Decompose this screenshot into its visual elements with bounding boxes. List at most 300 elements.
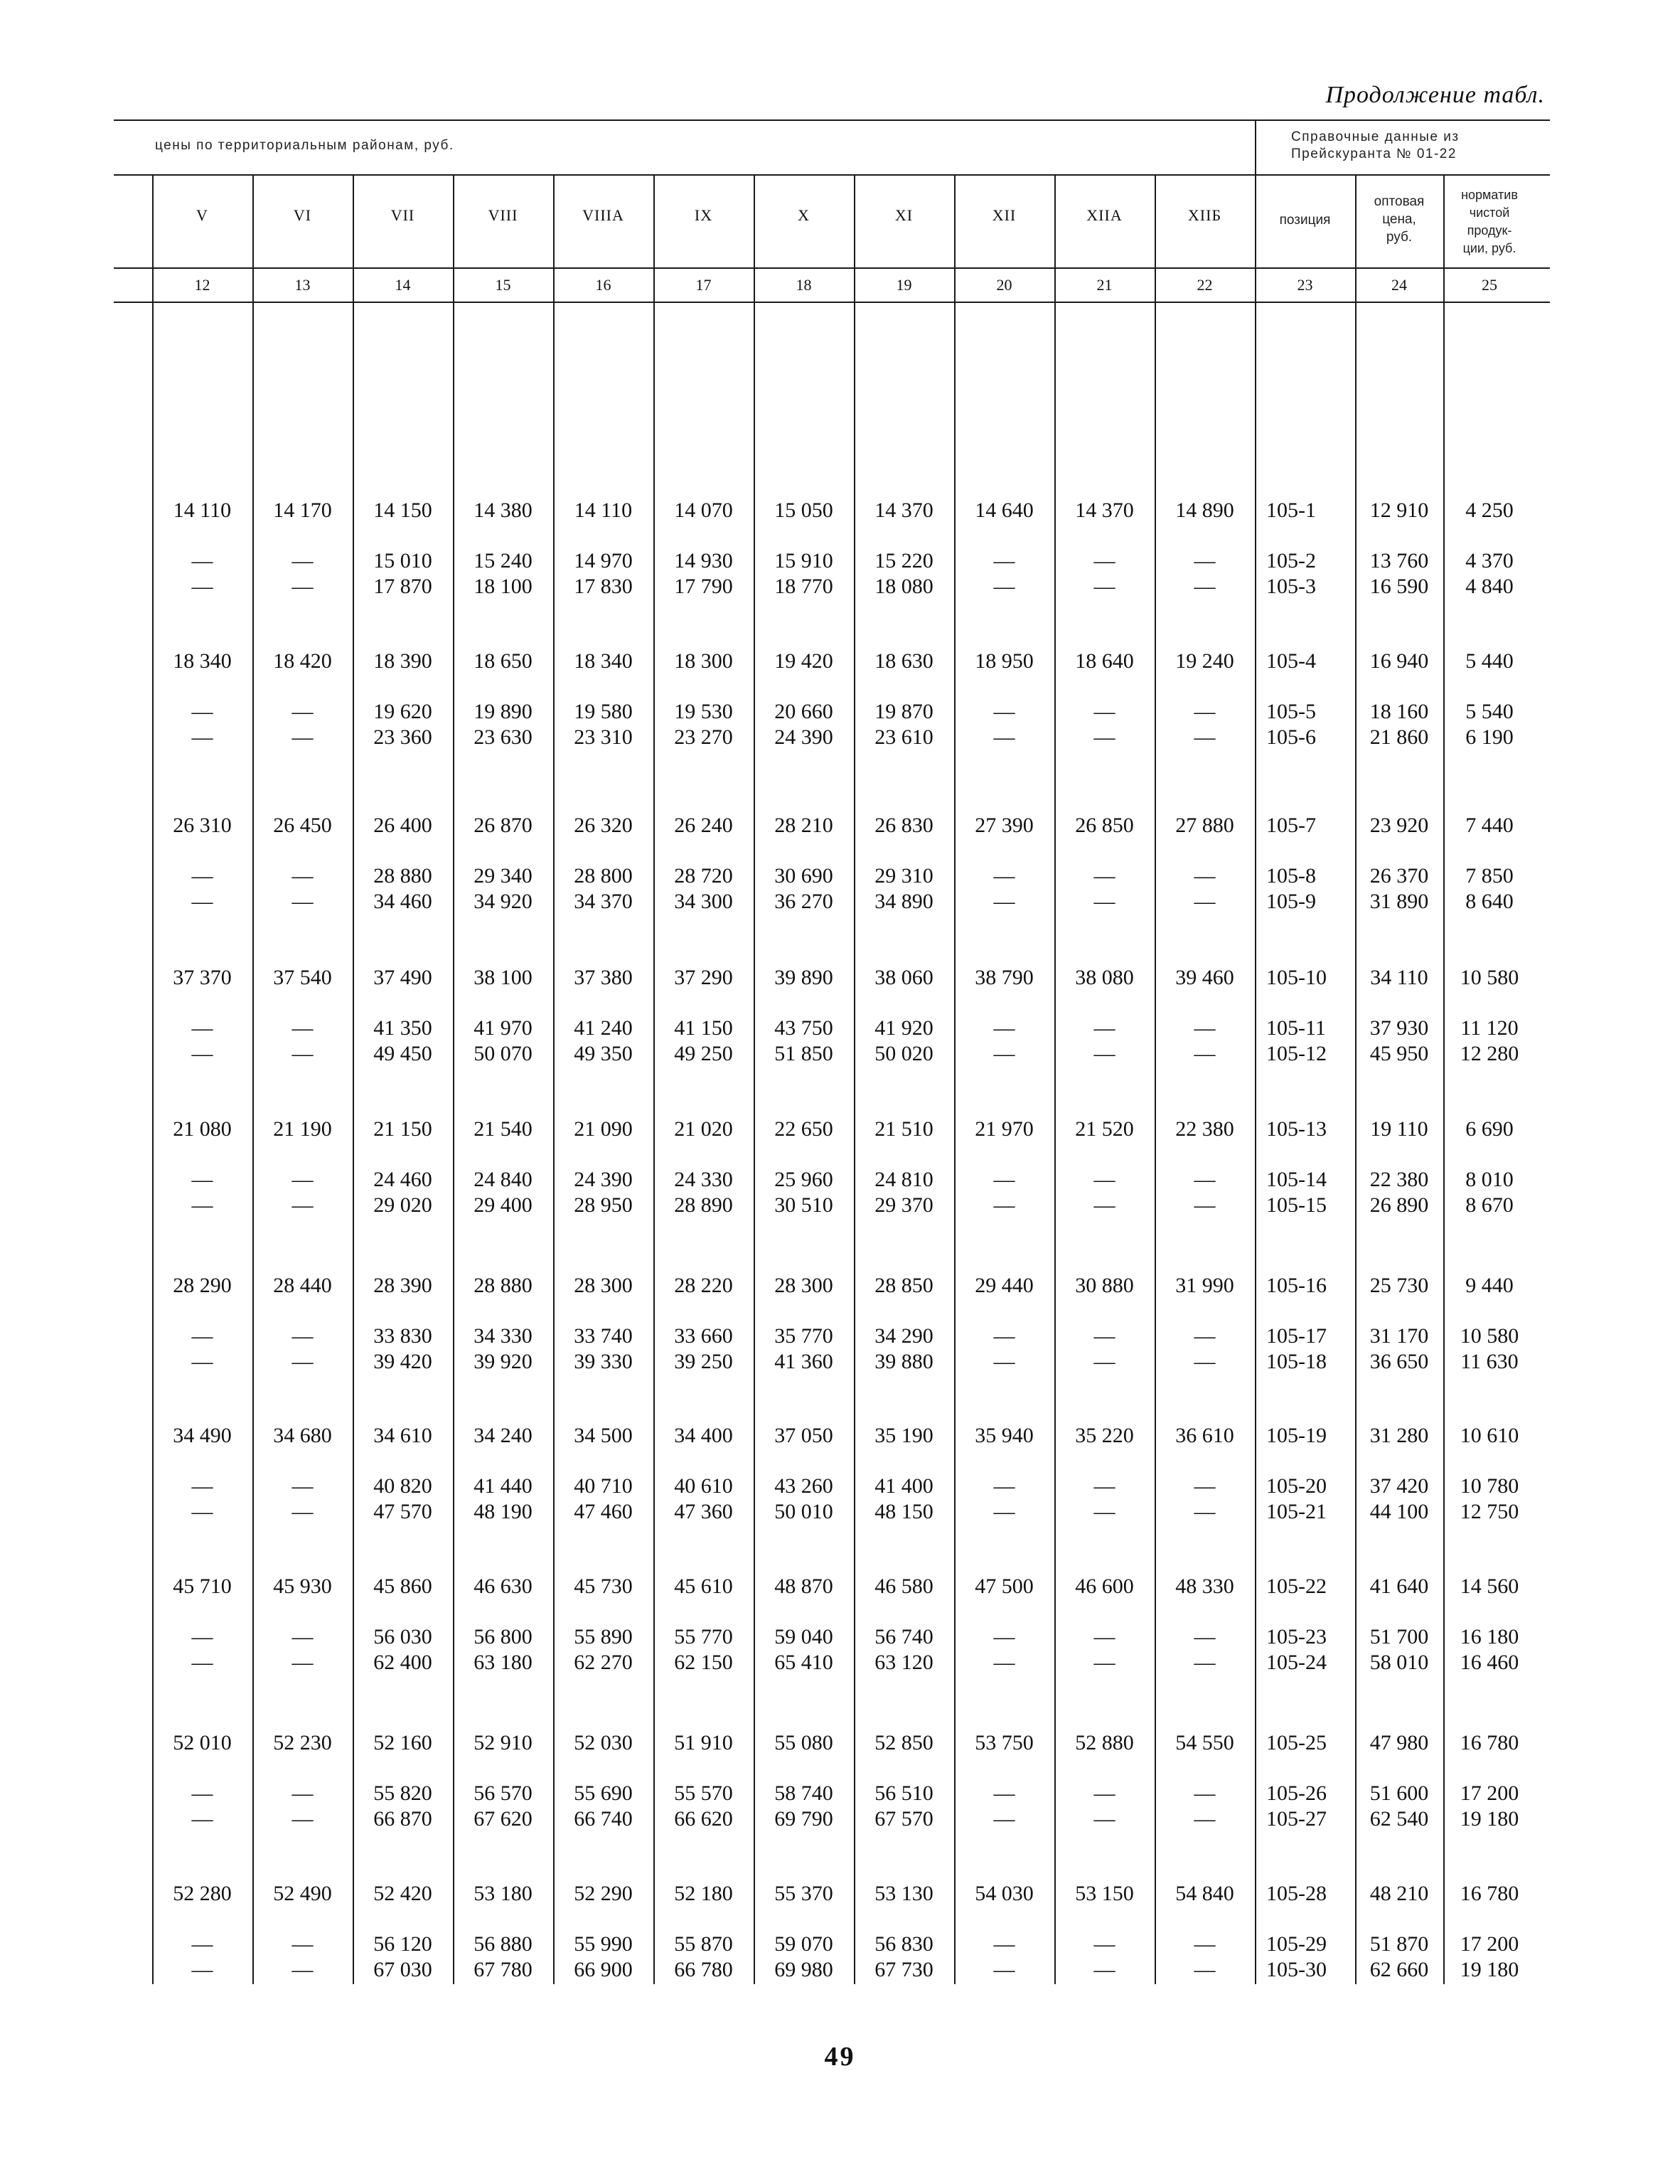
price-cell: 10 580	[1460, 966, 1519, 989]
price-cell: 6 690	[1465, 1117, 1514, 1141]
price-cell: 50 020	[874, 1042, 933, 1065]
price-cell: 38 100	[473, 966, 533, 989]
price-cell: 34 330	[473, 1324, 533, 1348]
position-code: 105-26	[1266, 1781, 1327, 1805]
empty-price-dash: —	[1194, 1042, 1216, 1065]
empty-price-dash: —	[1194, 864, 1216, 888]
empty-price-dash: —	[1093, 1932, 1115, 1956]
price-cell: 16 180	[1460, 1625, 1519, 1648]
empty-price-dash: —	[291, 1781, 314, 1805]
empty-price-dash: —	[993, 1807, 1015, 1831]
price-cell: 37 050	[774, 1424, 833, 1447]
price-cell: 41 440	[473, 1474, 533, 1498]
price-cell: 7 440	[1465, 814, 1514, 837]
price-cell: 52 880	[1075, 1731, 1134, 1754]
price-cell: 47 980	[1369, 1731, 1429, 1754]
price-cell: 18 340	[574, 649, 633, 673]
column-divider	[252, 174, 254, 1984]
price-cell: 8 010	[1465, 1168, 1514, 1191]
column-divider	[553, 174, 555, 1984]
empty-price-dash: —	[1093, 1016, 1115, 1040]
empty-price-dash: —	[993, 1500, 1015, 1523]
header-position: позиция	[1279, 213, 1331, 228]
empty-price-dash: —	[1194, 700, 1216, 723]
price-cell: 37 290	[674, 966, 733, 989]
empty-price-dash: —	[1093, 725, 1115, 749]
price-cell: 17 870	[373, 575, 432, 598]
price-cell: 40 710	[574, 1474, 633, 1498]
price-cell: 13 760	[1369, 549, 1429, 572]
empty-price-dash: —	[291, 700, 314, 723]
price-cell: 48 150	[874, 1500, 933, 1523]
price-cell: 40 820	[373, 1474, 432, 1498]
price-cell: 41 150	[674, 1016, 733, 1040]
price-cell: 62 270	[574, 1651, 633, 1674]
price-cell: 19 530	[674, 700, 733, 723]
position-code: 105-25	[1266, 1731, 1327, 1754]
price-cell: 56 880	[473, 1932, 533, 1956]
price-cell: 67 030	[373, 1958, 432, 1981]
price-cell: 22 380	[1175, 1117, 1234, 1141]
position-code: 105-5	[1266, 700, 1316, 723]
empty-price-dash: —	[191, 700, 213, 723]
price-cell: 19 890	[473, 700, 533, 723]
price-cell: 34 300	[674, 890, 733, 913]
empty-price-dash: —	[1093, 1807, 1115, 1831]
empty-price-dash: —	[1194, 549, 1216, 572]
empty-price-dash: —	[1093, 1625, 1115, 1648]
position-code: 105-18	[1266, 1350, 1327, 1373]
price-cell: 53 150	[1075, 1882, 1134, 1905]
price-cell: 15 910	[774, 549, 833, 572]
empty-price-dash: —	[291, 1807, 314, 1831]
price-cell: 38 790	[975, 966, 1034, 989]
empty-price-dash: —	[993, 1625, 1015, 1648]
column-divider	[1054, 174, 1056, 1984]
empty-price-dash: —	[993, 1168, 1015, 1191]
empty-price-dash: —	[1093, 1193, 1115, 1217]
price-cell: 55 770	[674, 1625, 733, 1648]
price-cell: 52 230	[273, 1731, 332, 1754]
price-cell: 18 950	[975, 649, 1034, 673]
price-cell: 14 370	[1075, 499, 1134, 522]
price-cell: 26 370	[1369, 864, 1429, 888]
price-cell: 26 830	[874, 814, 933, 837]
price-cell: 21 970	[975, 1117, 1034, 1141]
empty-price-dash: —	[1093, 1042, 1115, 1065]
price-cell: 21 540	[473, 1117, 533, 1141]
price-cell: 63 180	[473, 1651, 533, 1674]
header-net-product-norm: чистой	[1469, 206, 1510, 220]
empty-price-dash: —	[993, 700, 1015, 723]
price-cell: 38 060	[874, 966, 933, 989]
price-cell: 17 200	[1460, 1781, 1519, 1805]
price-cell: 56 830	[874, 1932, 933, 1956]
price-cell: 37 930	[1369, 1016, 1429, 1040]
price-cell: 16 780	[1460, 1731, 1519, 1754]
empty-price-dash: —	[1194, 1168, 1216, 1191]
empty-price-dash: —	[1093, 549, 1115, 572]
position-code: 105-12	[1266, 1042, 1327, 1065]
price-cell: 28 880	[473, 1274, 533, 1297]
price-cell: 23 630	[473, 725, 533, 749]
price-cell: 25 960	[774, 1168, 833, 1191]
header-wholesale-price: цена,	[1382, 212, 1416, 227]
price-cell: 56 570	[473, 1781, 533, 1805]
price-cell: 31 890	[1369, 890, 1429, 913]
column-number: 13	[294, 276, 311, 294]
empty-price-dash: —	[291, 1193, 314, 1217]
position-code: 105-11	[1266, 1016, 1326, 1040]
price-cell: 66 870	[373, 1807, 432, 1831]
price-cell: 56 120	[373, 1932, 432, 1956]
position-code: 105-15	[1266, 1193, 1327, 1217]
price-cell: 41 640	[1369, 1575, 1429, 1598]
empty-price-dash: —	[291, 1932, 314, 1956]
price-cell: 37 420	[1369, 1474, 1429, 1498]
empty-price-dash: —	[993, 549, 1015, 572]
empty-price-dash: —	[291, 1651, 314, 1674]
empty-price-dash: —	[191, 1042, 213, 1065]
price-cell: 67 570	[874, 1807, 933, 1831]
price-cell: 10 610	[1460, 1424, 1519, 1447]
header-net-product-norm: норматив	[1461, 188, 1518, 202]
price-cell: 51 870	[1369, 1932, 1429, 1956]
price-cell: 21 190	[273, 1117, 332, 1141]
price-cell: 24 390	[774, 725, 833, 749]
empty-price-dash: —	[191, 1474, 213, 1498]
position-code: 105-21	[1266, 1500, 1327, 1523]
price-cell: 37 540	[273, 966, 332, 989]
price-cell: 36 650	[1369, 1350, 1429, 1373]
price-cell: 24 390	[574, 1168, 633, 1191]
price-cell: 16 460	[1460, 1651, 1519, 1674]
price-cell: 26 310	[173, 814, 232, 837]
position-code: 105-9	[1266, 890, 1316, 913]
price-cell: 45 710	[173, 1575, 232, 1598]
price-cell: 50 010	[774, 1500, 833, 1523]
price-cell: 34 290	[874, 1324, 933, 1348]
column-divider	[653, 174, 655, 1984]
price-cell: 51 600	[1369, 1781, 1429, 1805]
price-cell: 67 730	[874, 1958, 933, 1981]
price-cell: 15 240	[473, 549, 533, 572]
price-cell: 41 360	[774, 1350, 833, 1373]
empty-price-dash: —	[993, 1474, 1015, 1498]
column-number: 20	[996, 276, 1012, 294]
price-cell: 18 340	[173, 649, 232, 673]
price-cell: 55 890	[574, 1625, 633, 1648]
price-cell: 52 280	[173, 1882, 232, 1905]
price-cell: 45 610	[674, 1575, 733, 1598]
price-cell: 29 340	[473, 864, 533, 888]
empty-price-dash: —	[291, 1500, 314, 1523]
column-header-roman: VIII	[488, 206, 518, 224]
empty-price-dash: —	[291, 1042, 314, 1065]
empty-price-dash: —	[1194, 1193, 1216, 1217]
price-cell: 28 300	[774, 1274, 833, 1297]
price-cell: 35 940	[975, 1424, 1034, 1447]
empty-price-dash: —	[1093, 890, 1115, 913]
price-cell: 53 130	[874, 1882, 933, 1905]
price-cell: 58 010	[1369, 1651, 1429, 1674]
empty-price-dash: —	[993, 1932, 1015, 1956]
empty-price-dash: —	[291, 725, 314, 749]
empty-price-dash: —	[1093, 1781, 1115, 1805]
price-cell: 15 050	[774, 499, 833, 522]
column-divider	[1355, 174, 1357, 1984]
column-divider	[353, 174, 354, 1984]
price-cell: 12 910	[1369, 499, 1429, 522]
price-cell: 51 850	[774, 1042, 833, 1065]
empty-price-dash: —	[1194, 1324, 1216, 1348]
price-cell: 28 390	[373, 1274, 432, 1297]
price-cell: 10 580	[1460, 1324, 1519, 1348]
column-header-roman: IX	[694, 206, 713, 224]
position-code: 105-2	[1266, 549, 1316, 572]
price-cell: 26 450	[273, 814, 332, 837]
price-cell: 14 640	[975, 499, 1034, 522]
price-cell: 39 460	[1175, 966, 1234, 989]
price-cell: 35 220	[1075, 1424, 1134, 1447]
price-cell: 56 740	[874, 1625, 933, 1648]
price-cell: 59 040	[774, 1625, 833, 1648]
column-divider	[152, 174, 154, 1984]
empty-price-dash: —	[191, 1932, 213, 1956]
price-cell: 56 030	[373, 1625, 432, 1648]
price-cell: 28 300	[574, 1274, 633, 1297]
price-cell: 35 190	[874, 1424, 933, 1447]
column-number: 14	[395, 276, 411, 294]
price-cell: 19 580	[574, 700, 633, 723]
price-cell: 16 590	[1369, 575, 1429, 598]
price-cell: 34 680	[273, 1424, 332, 1447]
column-header-roman: XIIA	[1086, 206, 1123, 224]
price-cell: 20 660	[774, 700, 833, 723]
price-cell: 24 810	[874, 1168, 933, 1191]
empty-price-dash: —	[1194, 1781, 1216, 1805]
price-cell: 39 920	[473, 1350, 533, 1373]
price-cell: 29 370	[874, 1193, 933, 1217]
position-code: 105-3	[1266, 575, 1316, 598]
price-cell: 63 120	[874, 1651, 933, 1674]
empty-price-dash: —	[291, 1016, 314, 1040]
price-cell: 66 780	[674, 1958, 733, 1981]
price-cell: 19 180	[1460, 1807, 1519, 1831]
price-cell: 33 660	[674, 1324, 733, 1348]
price-cell: 39 330	[574, 1350, 633, 1373]
price-cell: 55 820	[373, 1781, 432, 1805]
price-cell: 25 730	[1369, 1274, 1429, 1297]
price-cell: 26 400	[373, 814, 432, 837]
price-cell: 15 220	[874, 549, 933, 572]
price-cell: 23 270	[674, 725, 733, 749]
price-cell: 34 500	[574, 1424, 633, 1447]
position-code: 105-16	[1266, 1274, 1327, 1297]
price-cell: 29 400	[473, 1193, 533, 1217]
price-cell: 45 860	[373, 1575, 432, 1598]
price-cell: 49 250	[674, 1042, 733, 1065]
price-cell: 14 110	[173, 499, 232, 522]
empty-price-dash: —	[1194, 1016, 1216, 1040]
price-cell: 34 920	[473, 890, 533, 913]
position-code: 105-1	[1266, 499, 1316, 522]
empty-price-dash: —	[291, 1474, 314, 1498]
empty-price-dash: —	[191, 725, 213, 749]
price-cell: 22 650	[774, 1117, 833, 1141]
price-cell: 47 460	[574, 1500, 633, 1523]
price-cell: 67 780	[473, 1958, 533, 1981]
empty-price-dash: —	[993, 1350, 1015, 1373]
position-code: 105-8	[1266, 864, 1316, 888]
price-cell: 54 840	[1175, 1882, 1234, 1905]
price-cell: 34 110	[1370, 966, 1428, 989]
empty-price-dash: —	[993, 1781, 1015, 1805]
column-divider	[854, 174, 855, 1984]
price-cell: 52 490	[273, 1882, 332, 1905]
price-cell: 30 510	[774, 1193, 833, 1217]
reference-group-title-1: Справочные данные из	[1291, 129, 1460, 144]
price-cell: 26 240	[674, 814, 733, 837]
price-cell: 66 620	[674, 1807, 733, 1831]
price-cell: 18 100	[473, 575, 533, 598]
price-cell: 55 870	[674, 1932, 733, 1956]
price-cell: 6 190	[1465, 725, 1514, 749]
price-cell: 5 440	[1465, 649, 1514, 673]
price-cell: 11 120	[1460, 1016, 1519, 1040]
position-code: 105-27	[1266, 1807, 1327, 1831]
column-number: 16	[595, 276, 611, 294]
empty-price-dash: —	[1194, 890, 1216, 913]
price-cell: 49 350	[574, 1042, 633, 1065]
price-cell: 65 410	[774, 1651, 833, 1674]
price-cell: 21 860	[1369, 725, 1429, 749]
position-code: 105-6	[1266, 725, 1316, 749]
price-cell: 23 920	[1369, 814, 1429, 837]
position-code: 105-4	[1266, 649, 1316, 673]
empty-price-dash: —	[291, 575, 314, 598]
header-net-product-norm: продук-	[1467, 223, 1512, 238]
price-cell: 48 210	[1369, 1882, 1429, 1905]
price-cell: 28 290	[173, 1274, 232, 1297]
column-divider	[754, 174, 755, 1984]
column-divider	[1443, 174, 1445, 1984]
empty-price-dash: —	[993, 1651, 1015, 1674]
price-cell: 14 560	[1460, 1575, 1519, 1598]
price-cell: 18 160	[1369, 700, 1429, 723]
price-cell: 8 640	[1465, 890, 1514, 913]
column-divider	[954, 174, 956, 1984]
empty-price-dash: —	[993, 725, 1015, 749]
price-cell: 41 400	[874, 1474, 933, 1498]
price-cell: 18 770	[774, 575, 833, 598]
price-cell: 34 240	[473, 1424, 533, 1447]
empty-price-dash: —	[291, 1625, 314, 1648]
price-cell: 54 030	[975, 1882, 1034, 1905]
price-cell: 46 630	[473, 1575, 533, 1598]
price-cell: 34 490	[173, 1424, 232, 1447]
price-cell: 50 070	[473, 1042, 533, 1065]
price-cell: 28 720	[674, 864, 733, 888]
column-header-roman: V	[196, 206, 208, 224]
price-cell: 26 890	[1369, 1193, 1429, 1217]
empty-price-dash: —	[1194, 1958, 1216, 1981]
empty-price-dash: —	[993, 864, 1015, 888]
price-cell: 28 850	[874, 1274, 933, 1297]
price-cell: 28 950	[574, 1193, 633, 1217]
price-cell: 47 500	[975, 1575, 1034, 1598]
price-cell: 19 620	[373, 700, 432, 723]
price-cell: 7 850	[1465, 864, 1514, 888]
price-cell: 62 150	[674, 1651, 733, 1674]
empty-price-dash: —	[291, 864, 314, 888]
empty-price-dash: —	[191, 864, 213, 888]
price-cell: 4 250	[1465, 499, 1514, 522]
empty-price-dash: —	[1194, 1474, 1216, 1498]
price-cell: 62 660	[1369, 1958, 1429, 1981]
price-cell: 4 840	[1465, 575, 1514, 598]
price-cell: 52 290	[574, 1882, 633, 1905]
price-cell: 11 630	[1460, 1350, 1519, 1373]
price-cell: 26 850	[1075, 814, 1134, 837]
rule-top	[114, 119, 1550, 121]
empty-price-dash: —	[1093, 1651, 1115, 1674]
price-cell: 14 150	[373, 499, 432, 522]
price-cell: 8 670	[1465, 1193, 1514, 1217]
price-cell: 17 790	[674, 575, 733, 598]
price-cell: 55 570	[674, 1781, 733, 1805]
price-cell: 28 210	[774, 814, 833, 837]
empty-price-dash: —	[291, 1958, 314, 1981]
price-cell: 56 510	[874, 1781, 933, 1805]
position-code: 105-13	[1266, 1117, 1327, 1141]
price-cell: 19 870	[874, 700, 933, 723]
price-cell: 41 350	[373, 1016, 432, 1040]
column-header-roman: VII	[390, 206, 415, 224]
empty-price-dash: —	[993, 1193, 1015, 1217]
price-cell: 41 920	[874, 1016, 933, 1040]
empty-price-dash: —	[291, 890, 314, 913]
price-cell: 33 740	[574, 1324, 633, 1348]
empty-price-dash: —	[191, 1350, 213, 1373]
price-cell: 38 080	[1075, 966, 1134, 989]
price-cell: 43 750	[774, 1016, 833, 1040]
price-cell: 23 310	[574, 725, 633, 749]
empty-price-dash: —	[1093, 864, 1115, 888]
empty-price-dash: —	[993, 1042, 1015, 1065]
price-cell: 16 940	[1369, 649, 1429, 673]
price-cell: 52 160	[373, 1731, 432, 1754]
column-number: 17	[695, 276, 712, 294]
price-cell: 19 110	[1370, 1117, 1428, 1141]
column-number: 15	[495, 276, 511, 294]
empty-price-dash: —	[291, 1168, 314, 1191]
price-cell: 10 780	[1460, 1474, 1519, 1498]
price-cell: 19 180	[1460, 1958, 1519, 1981]
empty-price-dash: —	[191, 575, 213, 598]
price-cell: 14 890	[1175, 499, 1234, 522]
price-cell: 46 580	[874, 1575, 933, 1598]
price-cell: 34 370	[574, 890, 633, 913]
price-cell: 30 690	[774, 864, 833, 888]
price-cell: 54 550	[1175, 1731, 1234, 1754]
price-cell: 9 440	[1465, 1274, 1514, 1297]
price-cell: 22 380	[1369, 1168, 1429, 1191]
empty-price-dash: —	[291, 1350, 314, 1373]
column-header-roman: X	[798, 206, 810, 224]
price-cell: 24 460	[373, 1168, 432, 1191]
empty-price-dash: —	[291, 549, 314, 572]
